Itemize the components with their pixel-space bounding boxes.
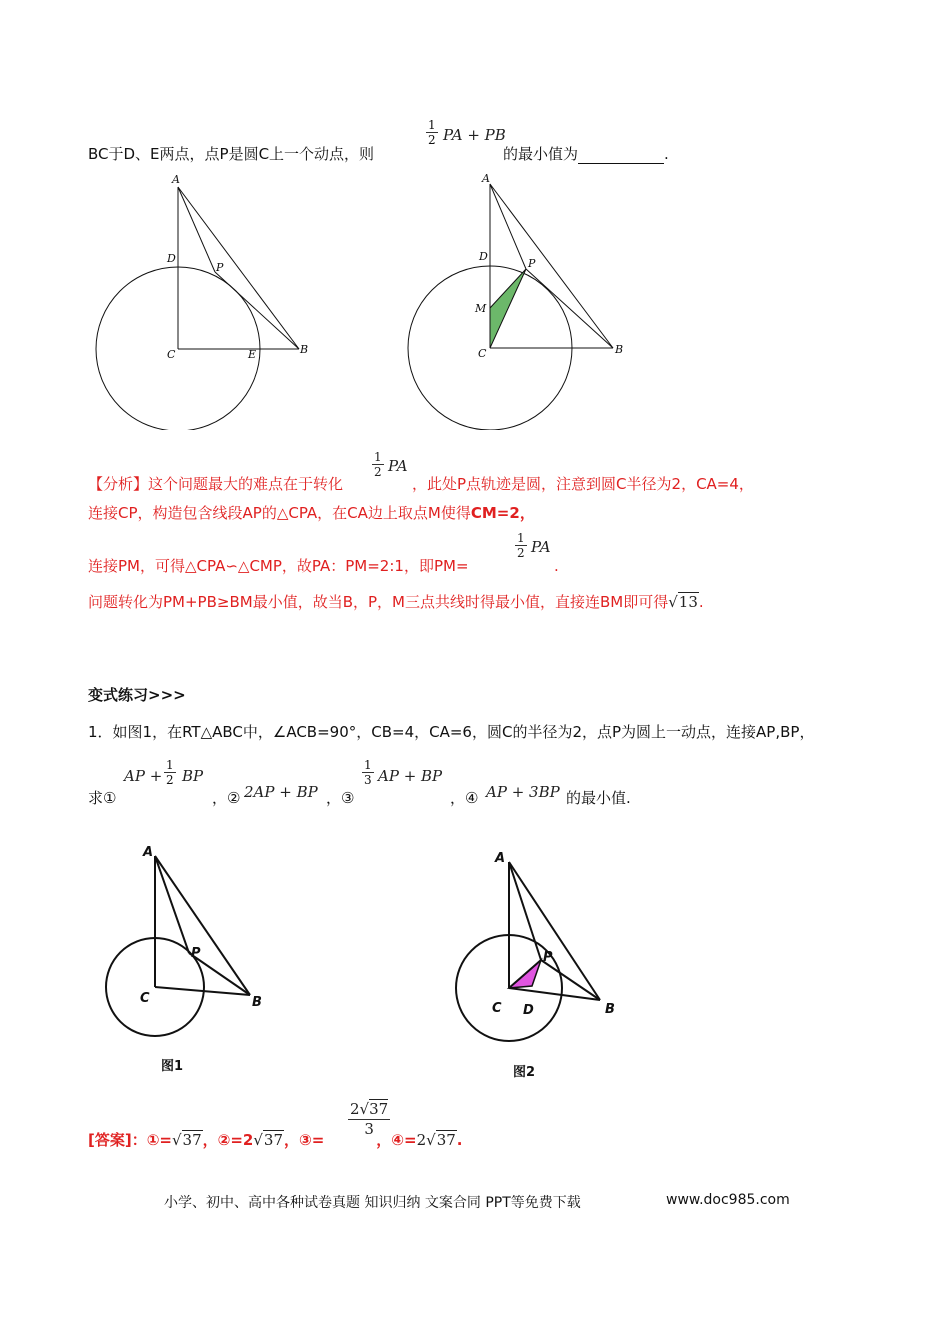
segment-ap <box>509 862 541 960</box>
label-p: P <box>191 946 201 961</box>
analysis-fraction-3: $\frac{1}{2}$ <box>517 531 525 560</box>
label-b: B <box>252 995 262 1010</box>
label-p: P <box>543 950 553 965</box>
expr-1-fraction: $\frac{1}{2}$ <box>166 758 174 787</box>
analysis-line-3: 连接PM，可得△CPA∽△CMP，故PA：PM=2:1，即PM= <box>88 557 469 575</box>
expr-1-var: BP <box>182 767 204 785</box>
analysis-line-4: 问题转化为PM+PB≥BM最小值，故当B，P，M三点共线时得最小值，直接连BM即可得√13. <box>88 593 704 611</box>
expr-2: 2AP + BP <box>244 783 318 801</box>
segment-ab <box>178 187 299 349</box>
label-a: A <box>495 851 506 866</box>
expr-4: AP + 3BP <box>486 783 560 801</box>
figure-right <box>400 170 730 430</box>
label-a: A <box>143 845 154 860</box>
segment-cb <box>155 987 250 995</box>
analysis-fraction-1: $\frac{1}{2}$ <box>374 450 382 479</box>
problem-fraction: $\frac{1}{2}$ <box>428 118 436 147</box>
label-m: M <box>475 302 487 315</box>
variant-title: 变式练习>>> <box>88 686 186 704</box>
segment-pb <box>526 269 613 348</box>
label-p: P <box>216 261 224 274</box>
label-p: P <box>528 257 536 270</box>
expr-3-fraction: $\frac{1}{3}$ <box>364 758 372 787</box>
label-a: A <box>482 172 490 185</box>
figure-2 <box>450 848 650 1088</box>
label-e: E <box>248 348 257 361</box>
footer-text: 小学、初中、高中各种试卷真题 知识归纳 文案合同 PPT等免费下载 <box>164 1195 581 1211</box>
segment-ap <box>490 184 526 269</box>
label-d: D <box>167 252 176 265</box>
problem-text-before: BC于D、E两点，点P是圆C上一个动点，则 <box>88 145 375 163</box>
label-b: B <box>605 1002 615 1017</box>
analysis-line-1: 【分析】这个问题最大的难点在于转化 <box>88 475 344 493</box>
answer-2-sqrt: √37 <box>253 1131 284 1149</box>
answer-line: [答案]：①=√37，②=2√37，③= ，④=2√37. <box>88 1131 463 1149</box>
analysis-fraction-1-var: PA <box>388 457 408 475</box>
expr-1-pre: AP + <box>124 767 163 785</box>
footer-url[interactable]: www.doc985.com <box>666 1192 790 1208</box>
analysis-line-2: 连接CP，构造包含线段AP的△CPA，在CA边上取点M使得CM=2， <box>88 504 535 522</box>
expr-3-rest: AP + BP <box>378 767 443 785</box>
problem-statement <box>88 144 374 164</box>
analysis-line-3-end: . <box>554 557 559 575</box>
problem-expression: PA + PB <box>443 126 506 144</box>
figure-2-caption: 图2 <box>513 1065 536 1080</box>
figure-1 <box>100 838 300 1078</box>
answer-3-fraction: $\frac{2√37}{3}$ <box>350 1100 389 1138</box>
sqrt-13: √13 <box>668 593 698 611</box>
label-d: D <box>523 1003 534 1018</box>
label-c: C <box>492 1001 502 1016</box>
label-c: C <box>478 347 487 360</box>
answer-4: 2√37 <box>416 1131 456 1149</box>
question-1-ask: 求① <box>88 789 117 807</box>
segment-pb <box>215 272 299 349</box>
sep-2: ，② <box>212 789 241 807</box>
question-1-end: 的最小值. <box>566 789 631 807</box>
question-1-line-1: 1．如图1，在RT△ABC中，∠ACB=90°，CB=4，CA=6，圆C的半径为2，点P为圆上一动点，连接AP,BP， <box>88 723 815 741</box>
answer-blank <box>578 149 664 164</box>
sep-4: ，④ <box>450 789 479 807</box>
triangle-cmp <box>490 269 526 348</box>
figure-1-caption: 图1 <box>161 1059 184 1074</box>
label-a: A <box>172 173 180 186</box>
analysis-line-1-rest: ，此处P点轨迹是圆，注意到圆C半径为2，CA=4， <box>412 475 754 493</box>
label-b: B <box>615 343 624 356</box>
segment-ab <box>490 184 613 348</box>
label-b: B <box>300 343 309 356</box>
label-d: D <box>479 250 488 263</box>
sep-3: ，③ <box>326 789 355 807</box>
label-c: C <box>167 348 176 361</box>
answer-1-sqrt: √37 <box>171 1131 202 1149</box>
problem-text-after: 的最小值为 . <box>503 145 669 163</box>
analysis-fraction-3-var: PA <box>531 538 551 556</box>
label-c: C <box>140 991 150 1006</box>
figure-left <box>85 170 415 430</box>
